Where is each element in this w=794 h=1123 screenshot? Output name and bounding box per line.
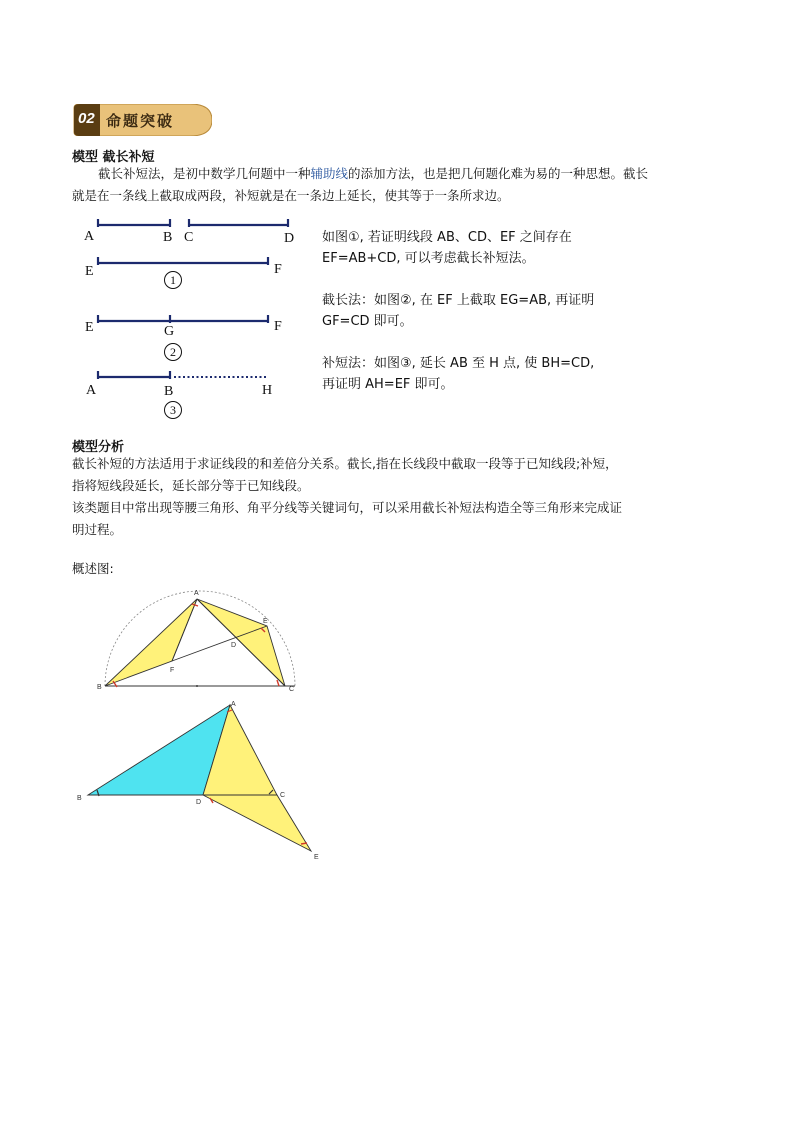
fig2-label-a: A	[231, 701, 236, 708]
circle-number-2: 2	[164, 343, 182, 361]
label-a: A	[84, 229, 95, 244]
label-c: C	[184, 230, 194, 245]
label-f1: F	[274, 262, 282, 277]
intro-highlight: 辅助线	[310, 166, 349, 181]
section-badge	[72, 104, 212, 136]
overview-label: 概述图:	[72, 561, 114, 576]
badge-title: 命题突破	[106, 112, 175, 130]
label-d: D	[284, 231, 295, 246]
fig1-label-d: D	[231, 642, 237, 649]
analysis-line3: 该类题目中常出现等腰三角形、角平分线等关键词句，可以采用截长补短法构造全等三角形来完成证	[72, 500, 623, 515]
intro-post: 的添加方法，也是把几何题化难为易的一种思想。截长	[348, 166, 649, 181]
fig2-label-b: B	[77, 795, 82, 802]
desc-line1: 如图①, 若证明线段 AB、CD、EF 之间存在	[322, 230, 572, 245]
desc-line5: 补短法：如图③, 延长 AB 至 H 点, 使 BH=CD,	[322, 356, 595, 371]
label-b: B	[163, 230, 173, 245]
overview-figure-2	[75, 698, 325, 863]
label-g: G	[164, 324, 175, 339]
circle-number-3: 3	[164, 401, 182, 419]
overview-figure-1	[95, 586, 305, 696]
analysis-line2: 指将短线段延长，延长部分等于已知线段。	[72, 478, 310, 493]
fig1-label-e: E	[263, 618, 268, 625]
fig1-label-f: F	[170, 667, 175, 674]
model-heading: 模型 截长补短	[72, 150, 155, 165]
intro-pre: 截长补短法，是初中数学几何题中一种	[98, 166, 311, 181]
desc-line4: GF=CD 即可。	[322, 314, 413, 329]
circle-number-1: 1	[164, 271, 182, 289]
desc-line6: 再证明 AH=EF 即可。	[322, 377, 454, 392]
label-e2: E	[85, 320, 94, 335]
analysis-line4: 明过程。	[72, 522, 123, 537]
fig1-label-c: C	[289, 686, 295, 693]
desc-line2: EF=AB+CD, 可以考虑截长补短法。	[322, 251, 535, 266]
fig2-label-d: D	[196, 799, 202, 806]
label-f2: F	[274, 319, 282, 334]
label-e1: E	[85, 264, 94, 279]
fig1-label-b: B	[97, 684, 102, 691]
fig2-label-c: C	[280, 792, 286, 799]
fig2-label-e: E	[314, 854, 319, 861]
analysis-line1: 截长补短的方法适用于求证线段的和差倍分关系。截长,指在长线段中截取一段等于已知线段;补短，	[72, 456, 618, 471]
model-intro	[72, 163, 732, 207]
yellow-triangle-dce	[203, 795, 311, 851]
label-b3: B	[164, 384, 174, 399]
label-h: H	[262, 383, 273, 398]
label-a3: A	[86, 383, 97, 398]
description-block	[322, 227, 594, 395]
analysis-heading: 模型分析	[72, 440, 125, 455]
yellow-triangle-abf	[105, 599, 197, 686]
fig1-label-a: A	[194, 590, 199, 597]
badge-number: 02	[78, 110, 95, 127]
desc-line3: 截长法：如图②, 在 EF 上截取 EG=AB, 再证明	[322, 293, 595, 308]
intro-line2: 就是在一条线上截取成两段，补短就是在一条边上延长，使其等于一条所求边。	[72, 188, 510, 203]
analysis-body	[72, 453, 752, 541]
